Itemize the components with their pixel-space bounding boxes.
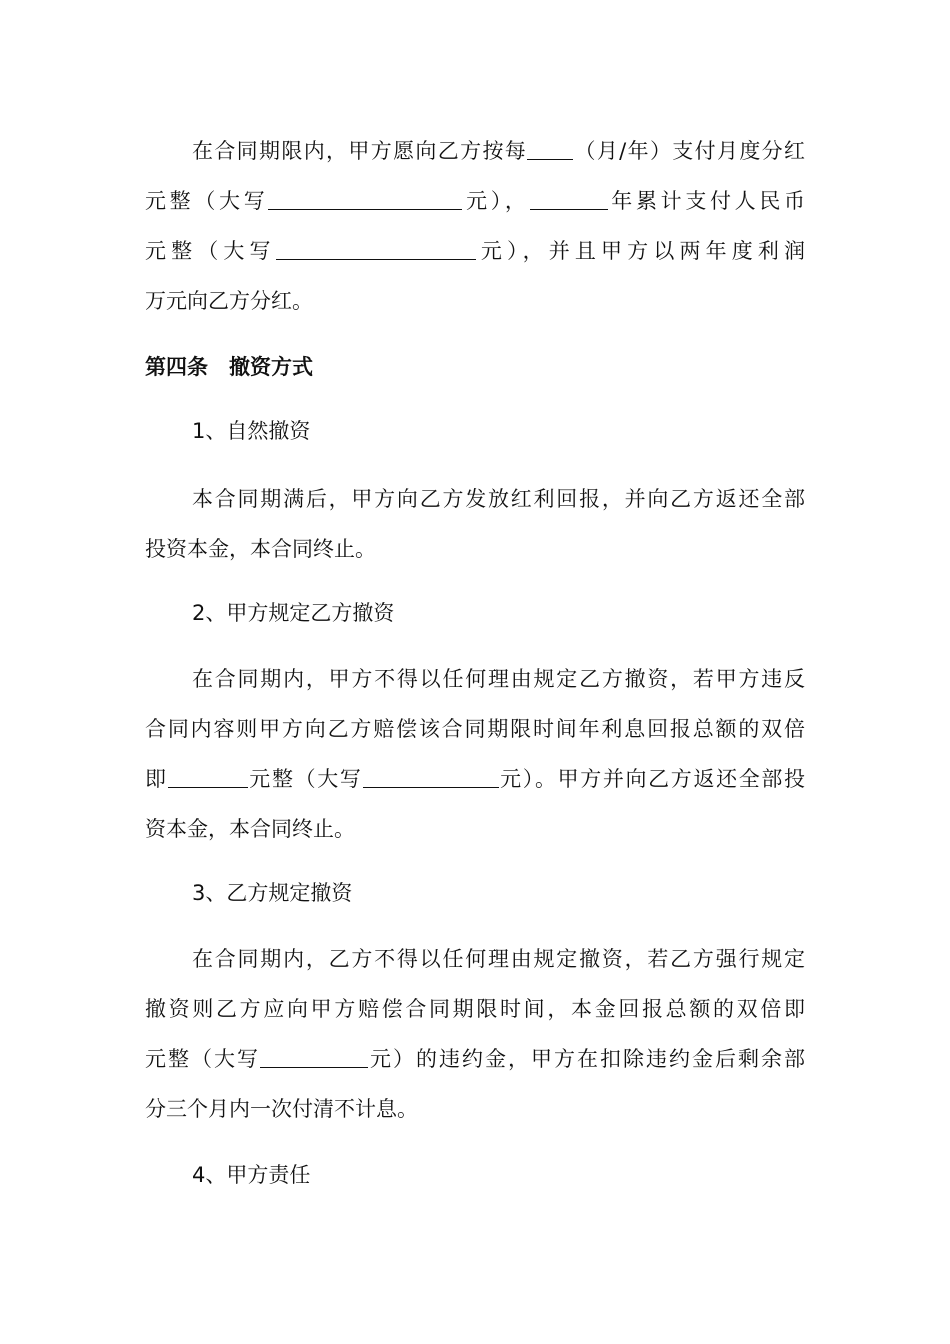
blank-period xyxy=(527,139,573,160)
item-1-title: 1、自然撤资 xyxy=(192,419,311,443)
item-2-line-2: 合同内容则甲方向乙方赔偿该合同期限时间年利息回报总额的双倍 xyxy=(145,717,805,741)
item-2-line-4: 资本金，本合同终止。 xyxy=(145,817,355,841)
blank-amount-words-4 xyxy=(260,1047,368,1068)
article-heading: 第四条 撤资方式 xyxy=(145,355,313,379)
blank-amount-words-3 xyxy=(363,767,499,788)
item-1-line-2: 投资本金，本合同终止。 xyxy=(145,537,376,561)
item-4-title: 4、甲方责任 xyxy=(192,1163,311,1187)
item-2-title: 2、甲方规定乙方撤资 xyxy=(192,601,395,625)
blank-amount-words-2 xyxy=(276,239,476,260)
item-3-title: 3、乙方规定撤资 xyxy=(192,881,353,905)
profit-line-3: 元整（大写 元），并且甲方以两年度利润 xyxy=(145,239,806,263)
profit-line-4: 万元向乙方分红。 xyxy=(145,289,313,313)
profit-line-2: 元整（大写 元）， 年累计支付人民币 xyxy=(145,189,806,213)
item-1-line-1: 本合同期满后，甲方向乙方发放红利回报，并向乙方返还全部 xyxy=(192,487,805,511)
item-3-line-4: 分三个月内一次付清不计息。 xyxy=(145,1097,418,1121)
item-3-line-3: 元整（大写 元）的违约金，甲方在扣除违约金后剩余部 xyxy=(145,1047,805,1071)
blank-amount xyxy=(168,767,248,788)
item-2-line-3: 即 元整（大写 元）。甲方并向乙方返还全部投 xyxy=(145,767,806,791)
profit-line-1: 在合同期限内，甲方愿向乙方按每 （月/年）支付月度分红 xyxy=(192,139,806,163)
item-3-line-2: 撤资则乙方应向甲方赔偿合同期限时间，本金回报总额的双倍即 xyxy=(145,997,805,1021)
blank-years xyxy=(530,189,608,210)
item-3-line-1: 在合同期内，乙方不得以任何理由规定撤资，若乙方强行规定 xyxy=(192,947,805,971)
blank-amount-words-1 xyxy=(268,189,462,210)
item-2-line-1: 在合同期内，甲方不得以任何理由规定乙方撤资，若甲方违反 xyxy=(192,667,805,691)
